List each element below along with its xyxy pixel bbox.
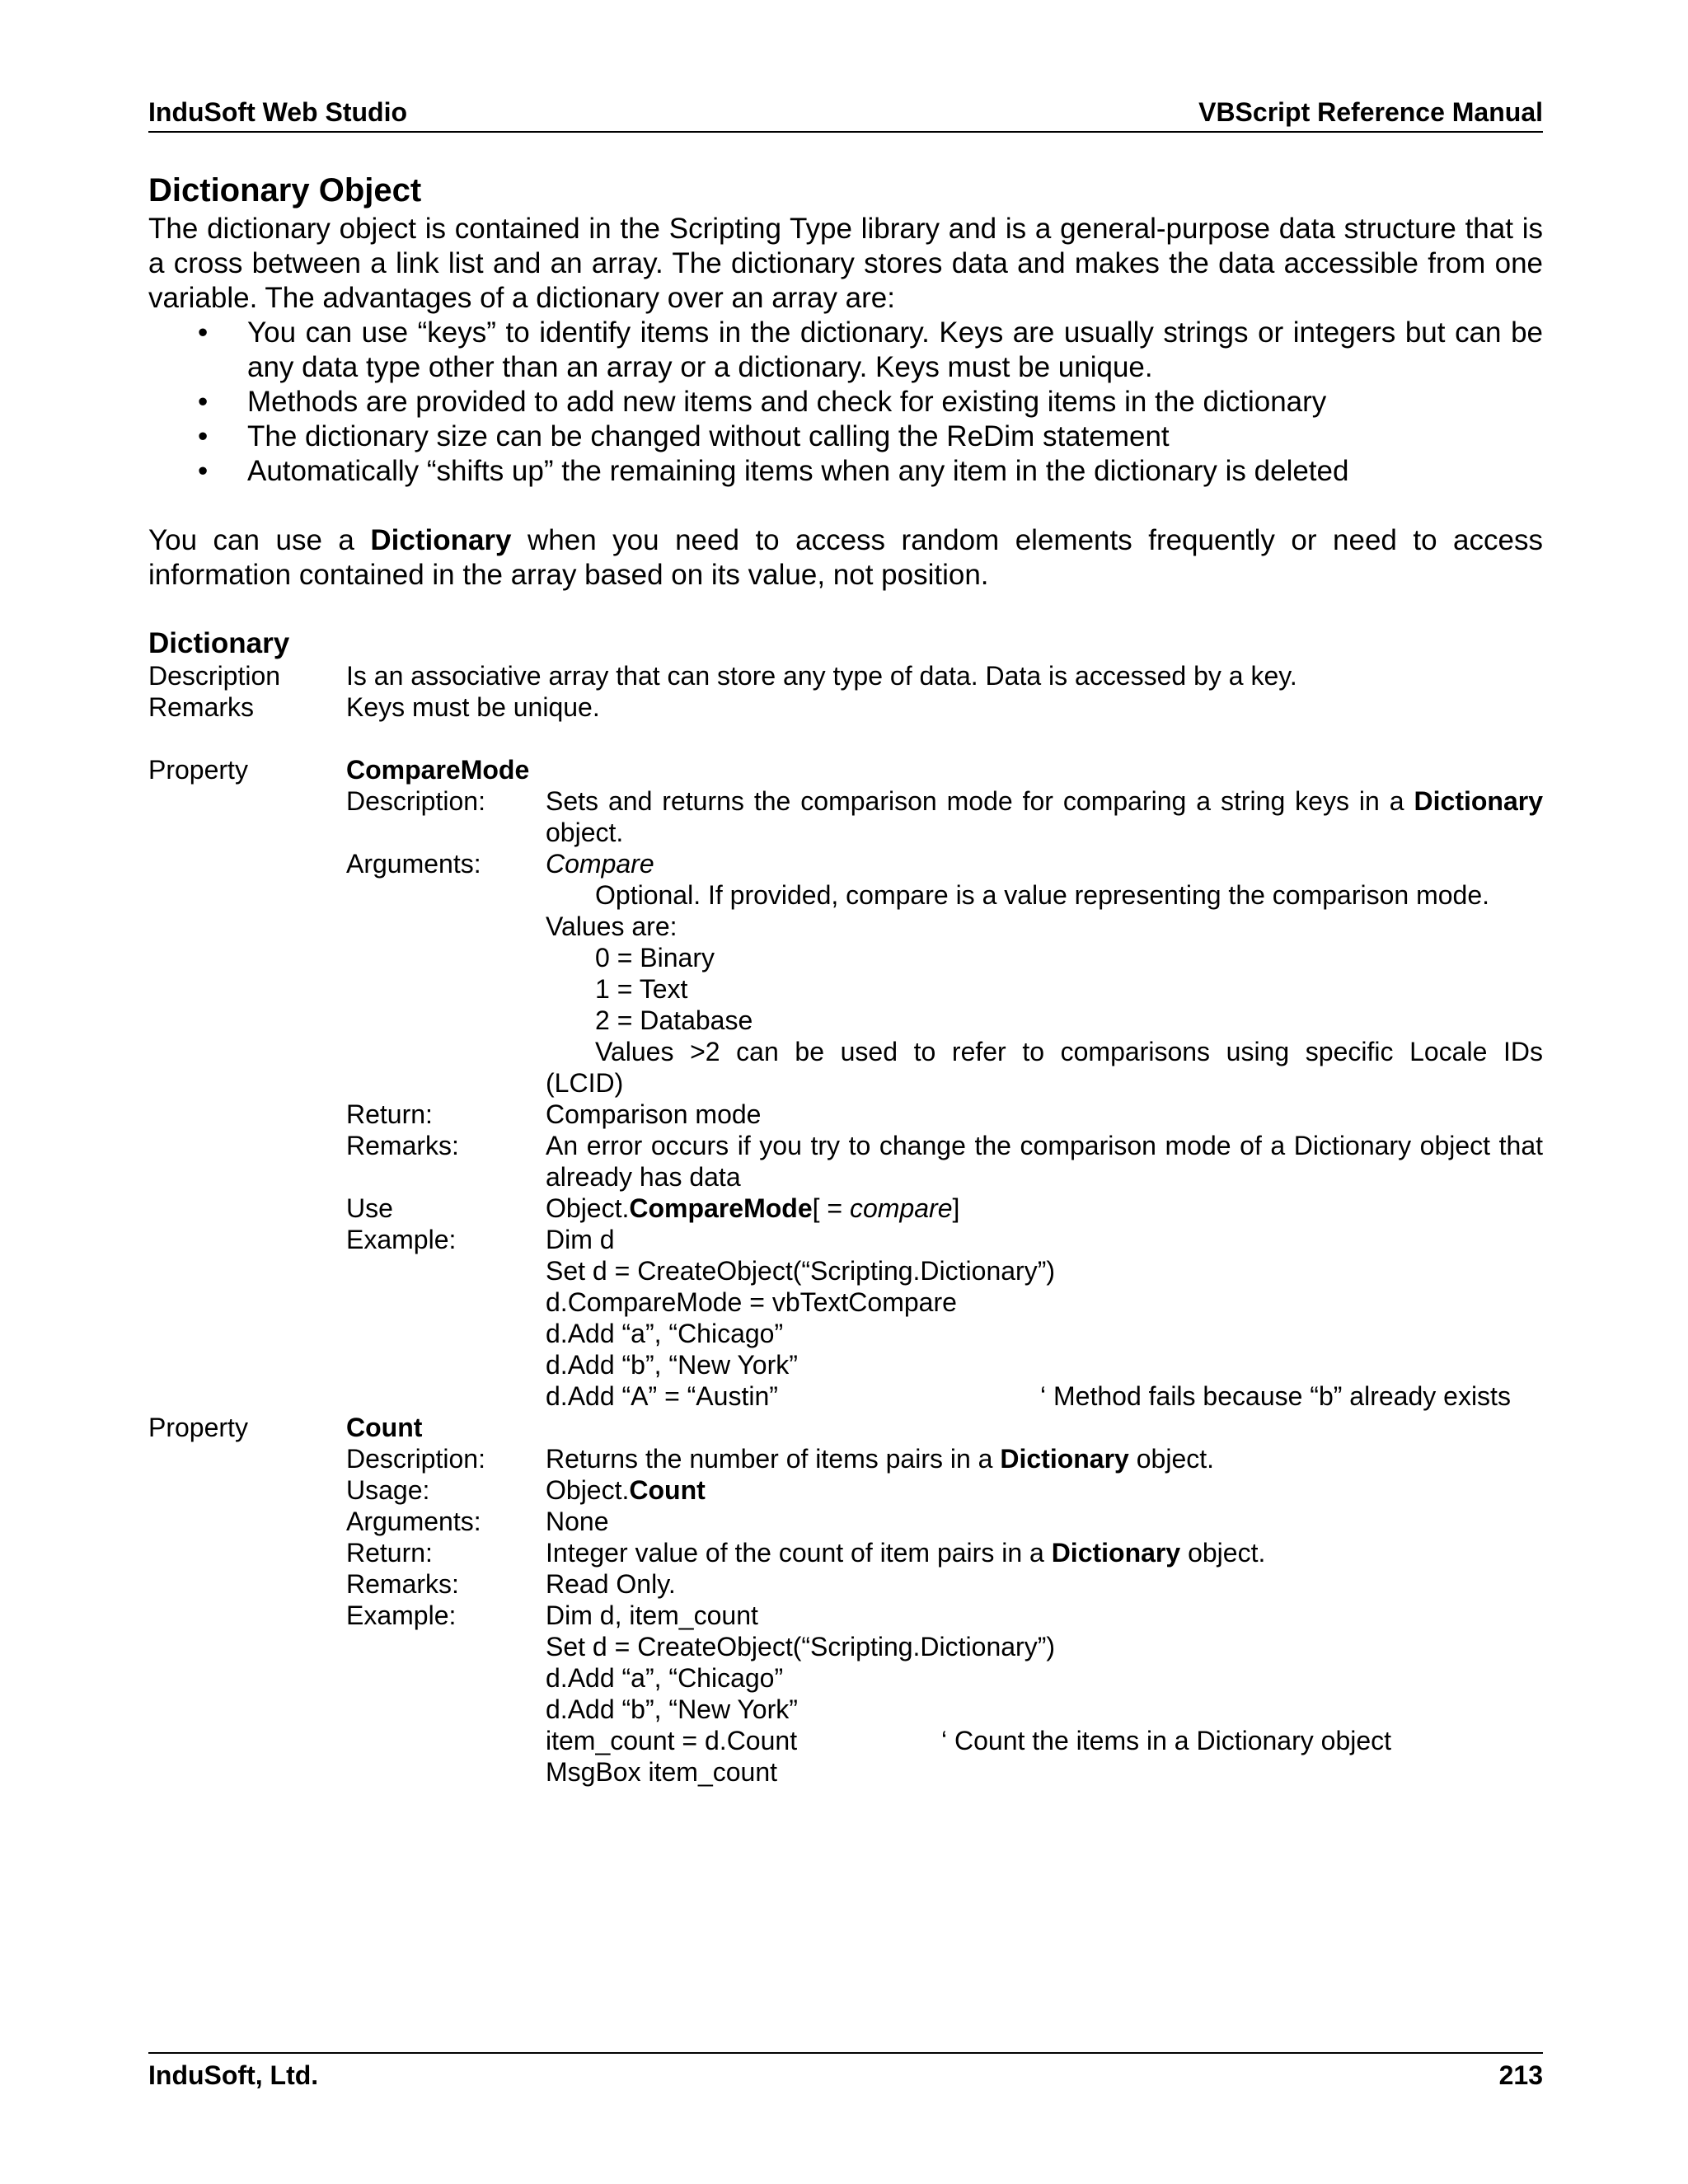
property-name: Count bbox=[346, 1413, 423, 1442]
header-right: VBScript Reference Manual bbox=[1198, 97, 1543, 127]
intro-paragraph: The dictionary object is contained in the Scripting Type library and is a general-purpose data structure that is a cross between a link list and an array. The dictionary stores data and makes the data accessible from one variable. The advantages of a dictionary over an array are: bbox=[148, 213, 1543, 314]
code-example: Dim d, item_count Set d = CreateObject(“Scripting.Dictionary”) d.Add “a”, “Chicago” d.Add “b”, “New York” item_count = d.Count ‘ Count the items in a Dictionary object MsgBox item_count bbox=[546, 1601, 1392, 1787]
property-label: Property bbox=[148, 1413, 248, 1442]
section-remarks-row: Remarks Keys must be unique. bbox=[148, 692, 600, 722]
section-description-row: Description Is an associative array that can store any type of data. Data is accessed by a key. bbox=[148, 661, 1297, 691]
count-property: Property Count Description: Returns the number of items pairs in a Dictionary object. Usage: Object.Count Arguments: None Return: Integer value of the count of item pairs in a Dictionary object. Remarks: Read Only. Example: Dim d, item_count Set d = CreateObject(“Scripting.Dictionary”) d.Add “a”, “Chicago” d.Add “b”, “New York” item_count = d.Count ‘ Count the items in a Dictionary object MsgBox item_count bbox=[148, 1412, 1543, 1788]
page-footer bbox=[148, 2052, 1543, 2091]
bullet-icon: • bbox=[198, 386, 209, 418]
list-item: • The dictionary size can be changed without calling the ReDim statement bbox=[198, 420, 1170, 452]
bullet-icon: • bbox=[198, 420, 209, 452]
page-title: Dictionary Object bbox=[148, 172, 422, 209]
bullet-icon: • bbox=[198, 455, 209, 487]
list-item: • Methods are provided to add new items and check for existing items in the dictionary bbox=[198, 386, 1327, 418]
compare-mode-property: Property CompareMode Description: Sets and returns the comparison mode for comparing a string keys in a Dictionary object. Arguments: Compare Optional. If provided, compare is a value representing the comparison mode. Values are: 0 = Binary 1 = Text 2 = Database Values >2 can be used to refer to comparisons using specific Locale IDs (LCID) Return: Comparison mode Remarks: An error occurs if you try to change the comparison mode of a Dictionary object that already has data Use Object.CompareMode[ = compare] Example: Dim d Set d = CreateObject(“Scripting.Dictionary”) d.CompareMode = vbTextCompare d.Add “a”, “Chicago” d.Add “b”, “New York” d.Add “A” = “Austin” ‘ Method fails because “b” already exists bbox=[148, 755, 1543, 1411]
code-example: Dim d Set d = CreateObject(“Scripting.Dictionary”) d.CompareMode = vbTextCompare d.Add “a”, “Chicago” d.Add “b”, “New York” d.Add “A” = “Austin” ‘ Method fails because “b” already exists bbox=[546, 1225, 1511, 1411]
page-header bbox=[148, 97, 1543, 133]
code-comment: ‘ Method fails because “b” already exists bbox=[1040, 1381, 1511, 1411]
section-title: Dictionary bbox=[148, 627, 290, 659]
list-item: • You can use “keys” to identify items in the dictionary. Keys are usually strings or integers but can be any data type other than an array or a dictionary. Keys must be unique. bbox=[198, 316, 1543, 383]
footer-left: InduSoft, Ltd. bbox=[148, 2060, 319, 2090]
property-label: Property bbox=[148, 755, 248, 785]
bullet-icon: • bbox=[198, 316, 209, 349]
advantages-list bbox=[148, 316, 1543, 489]
code-comment: ‘ Count the items in a Dictionary object bbox=[941, 1726, 1392, 1755]
usage-paragraph: You can use a Dictionary when you need to access random elements frequently or need to access information contained in the array based on its value, not position. bbox=[148, 524, 1543, 591]
header-left: InduSoft Web Studio bbox=[148, 97, 408, 127]
page-number: 213 bbox=[1498, 2060, 1543, 2090]
list-item: • Automatically “shifts up” the remaining items when any item in the dictionary is deleted bbox=[198, 455, 1349, 487]
property-name: CompareMode bbox=[346, 755, 530, 785]
page bbox=[148, 97, 1543, 1788]
